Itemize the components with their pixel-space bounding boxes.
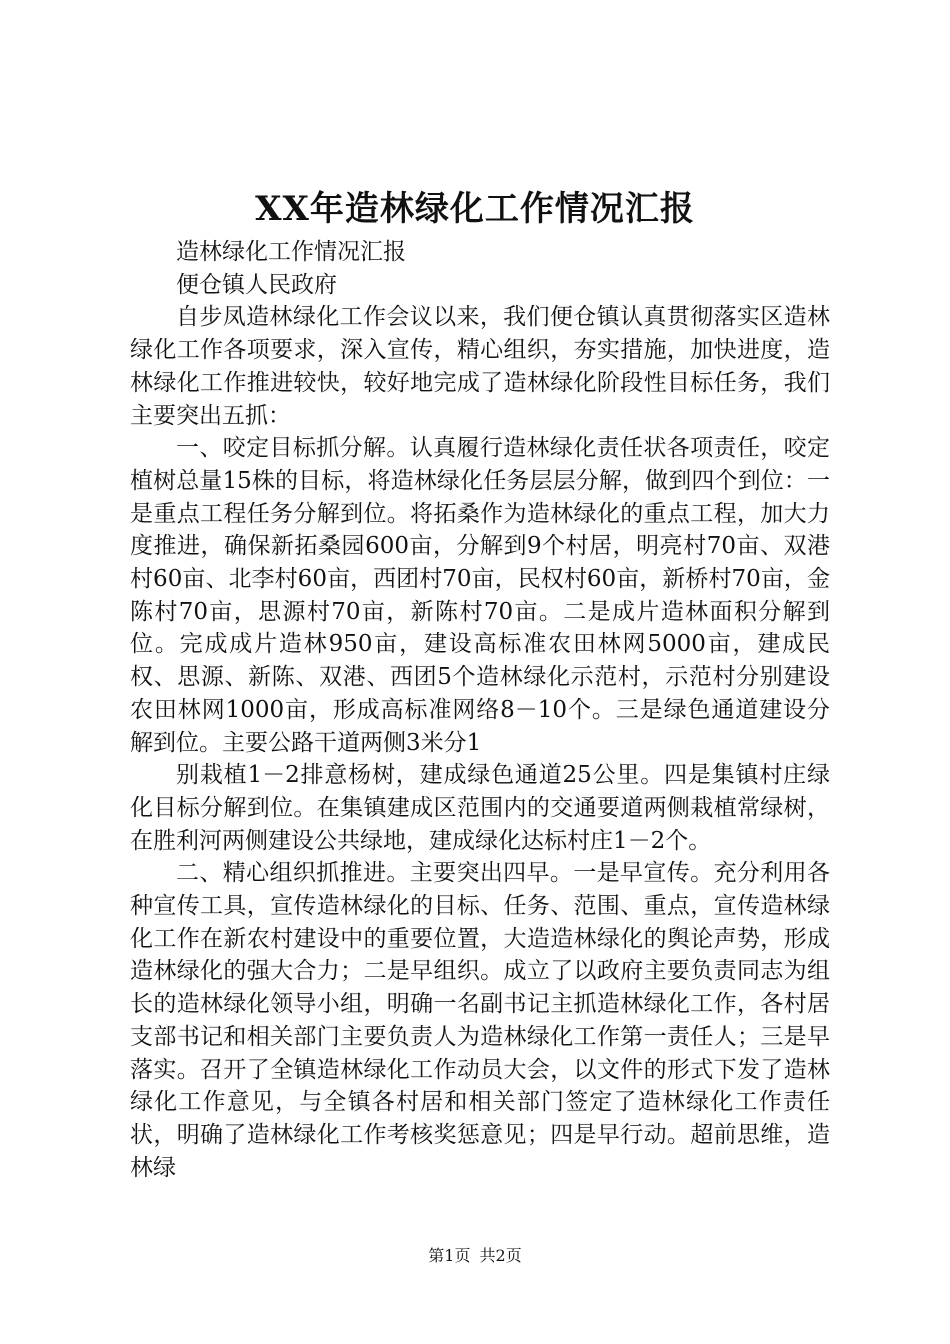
intro-paragraph: 自步凤造林绿化工作会议以来，我们便仓镇认真贯彻落实区造林绿化工作各项要求，深入宣传，精心组织，夯实措施，加快进度，造林绿化工作推进较快，较好地完成了造林绿化阶段性目标任务，我们主要突出五抓： (130, 304, 830, 429)
document-title: XX年造林绿化工作情况汇报 (255, 189, 695, 229)
page-total: 共2页 (479, 1246, 522, 1265)
section-one-paragraph: 一、咬定目标抓分解。认真履行造林绿化责任状各项责任，咬定植树总量15株的目标，将造林绿化任务层层分解，做到四个到位：一是重点工程任务分解到位。将拓桑作为造林绿化的重点工程，加大力度推进，确保新拓桑园600亩，分解到9个村居，明亮村70亩、双港村60亩、北李村60亩，西团村70亩，民权村60亩，新桥村70亩，金陈村70亩，思源村70亩，新陈村70亩。二是成片造林面积分解到位。完成成片造林950亩，建设高标准农田林网5000亩，建成民权、思源、新陈、双港、西团5个造林绿化示范村，示范村分别建设农田林网1000亩，形成高标准网络8－10个。三是绿色通道建设分解到位。主要公路干道两侧3米分1 (130, 435, 830, 756)
section-two-paragraph: 二、精心组织抓推进。主要突出四早。一是早宣传。充分利用各种宣传工具，宣传造林绿化的目标、任务、范围、重点，宣传造林绿化工作在新农村建设中的重要位置，大造造林绿化的舆论声势，形成造林绿化的强大合力；二是早组织。成立了以政府主要负责同志为组长的造林绿化领导小组，明确一名副书记主抓造林绿化工作，各村居支部书记和相关部门主要负责人为造林绿化工作第一责任人；三是早落实。召开了全镇造林绿化工作动员大会，以文件的形式下发了造林绿化工作意见，与全镇各村居和相关部门签定了造林绿化工作责任状，明确了造林绿化工作考核奖惩意见；四是早行动。超前思维，造林绿 (130, 860, 830, 1181)
subtitle-paragraph: 造林绿化工作情况汇报 (176, 239, 406, 265)
page-footer (0, 1245, 950, 1267)
section-one-continued-paragraph: 别栽植1－2排意杨树，建成绿色通道25公里。四是集镇村庄绿化目标分解到位。在集镇建成区范围内的交通要道两侧栽植常绿树，在胜利河两侧建设公共绿地，建成绿化达标村庄1－2个。 (130, 762, 830, 854)
author-paragraph: 便仓镇人民政府 (176, 271, 337, 298)
document-body (130, 236, 830, 1184)
page-number: 第1页 (428, 1246, 471, 1265)
